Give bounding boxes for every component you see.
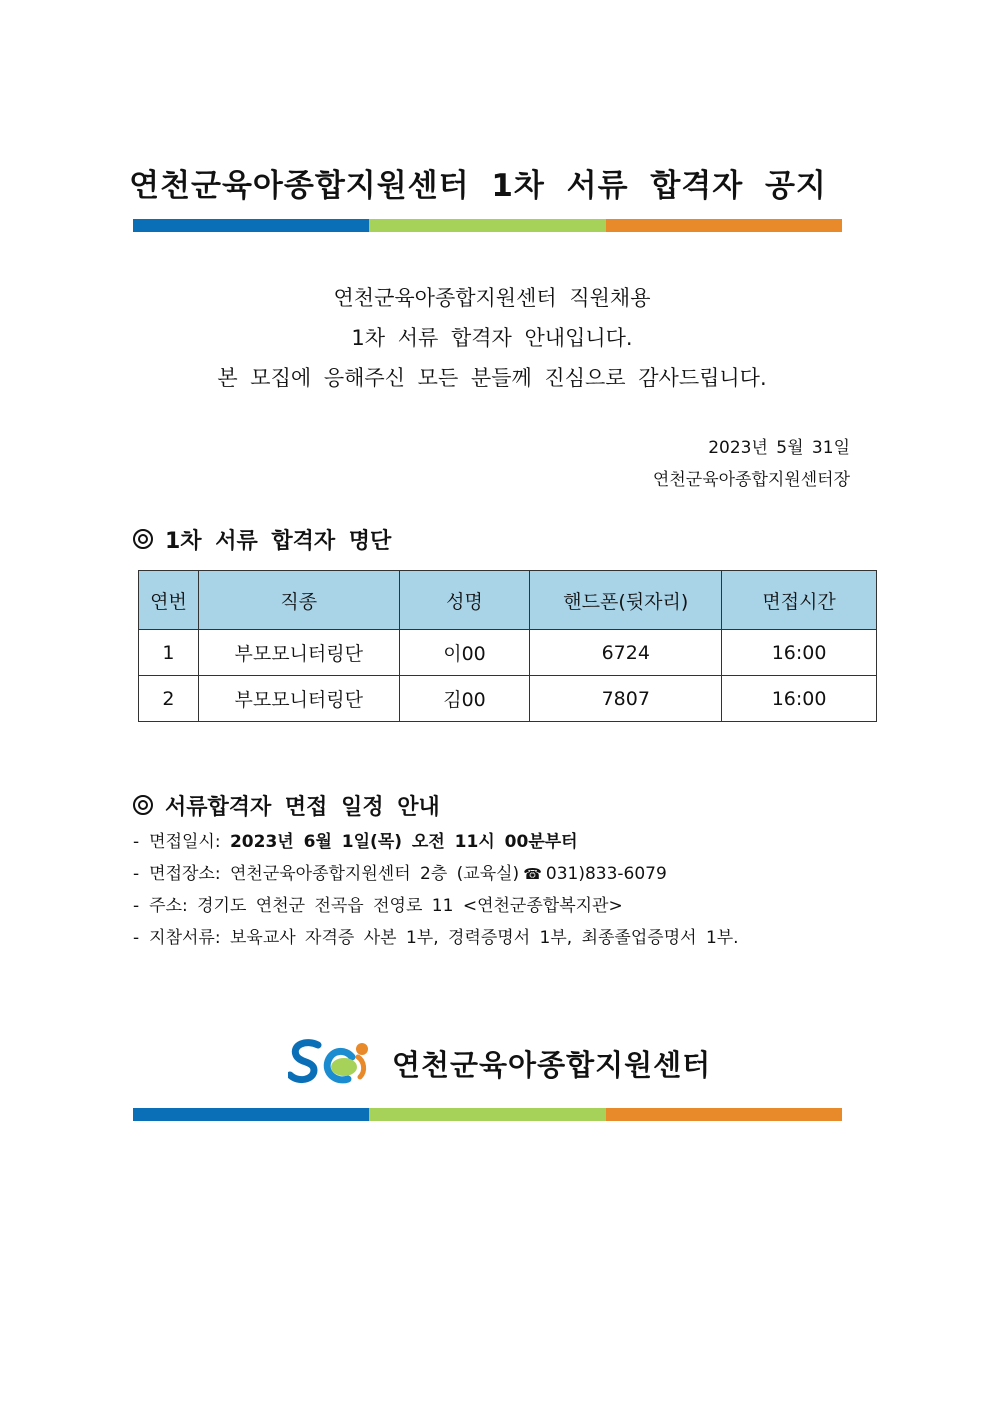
page-title: 연천군육아종합지원센터 1차 서류 합격자 공지	[129, 168, 827, 204]
list-item: - 면접장소: 연천군육아종합지원센터 2층 (교육실) ☎ 031)833-6079	[133, 864, 667, 884]
intro-line-1: 연천군육아종합지원센터 직원채용	[333, 286, 651, 310]
notice-issuer: 연천군육아종합지원센터장	[652, 470, 850, 490]
place-value: 연천군육아종합지원센터 2층 (교육실)	[229, 864, 520, 884]
column-header: 성명	[399, 571, 530, 630]
table-cell: 16:00	[722, 676, 877, 722]
list-item: - 주소: 경기도 연천군 전곡읍 전영로 11 <연천군종합복지관>	[133, 896, 623, 916]
bar-blue-segment	[133, 1108, 369, 1121]
table-row	[139, 630, 877, 676]
table-cell: 7807	[530, 676, 722, 722]
table-row	[139, 676, 877, 722]
roster-heading-text: 1차 서류 합격자 명단	[165, 529, 392, 554]
center-logo-icon	[288, 1037, 372, 1089]
double-circle-icon	[133, 529, 153, 549]
double-circle-icon	[133, 795, 153, 815]
top-color-bar	[133, 219, 842, 232]
table-cell: 부모모니터링단	[198, 676, 399, 722]
documents-label: 지참서류:	[149, 928, 221, 948]
phone-number: 031)833-6079	[545, 864, 667, 884]
bar-blue-segment	[133, 219, 369, 232]
table-header-row	[139, 571, 877, 630]
bar-orange-segment	[606, 1108, 842, 1121]
intro-line-2: 1차 서류 합격자 안내입니다.	[351, 326, 633, 350]
column-header: 연번	[139, 571, 199, 630]
column-header: 핸드폰(뒷자리)	[530, 571, 722, 630]
address-label: 주소:	[149, 896, 188, 916]
table-cell: 부모모니터링단	[198, 630, 399, 676]
date-value: 2023년 6월 1일(목) 오전 11시 00분부터	[229, 832, 578, 852]
telephone-icon: ☎	[523, 865, 542, 883]
bar-green-segment	[369, 1108, 605, 1121]
interview-heading-text: 서류합격자 면접 일정 안내	[165, 795, 440, 820]
list-item: - 지참서류: 보육교사 자격증 사본 1부, 경력증명서 1부, 최종졸업증명서 1부.	[133, 928, 739, 948]
table-cell: 16:00	[722, 630, 877, 676]
date-label: 면접일시:	[149, 832, 221, 852]
list-item: - 면접일시: 2023년 6월 1일(목) 오전 11시 00분부터	[133, 832, 578, 852]
table-cell: 김00	[399, 676, 530, 722]
interview-info-list	[133, 826, 739, 954]
address-value: 경기도 연천군 전곡읍 전영로 11 <연천군종합복지관>	[197, 896, 623, 916]
center-logo-text: 연천군육아종합지원센터	[392, 1048, 712, 1082]
column-header: 직종	[198, 571, 399, 630]
roster-section-heading	[133, 524, 391, 555]
table-cell: 6724	[530, 630, 722, 676]
notice-date: 2023년 5월 31일	[708, 438, 850, 458]
table-cell: 1	[139, 630, 199, 676]
place-label: 면접장소:	[149, 864, 221, 884]
column-header: 면접시간	[722, 571, 877, 630]
documents-value: 보육교사 자격증 사본 1부, 경력증명서 1부, 최종졸업증명서 1부.	[229, 928, 739, 948]
table-cell: 이00	[399, 630, 530, 676]
passer-roster-table	[138, 570, 877, 722]
bar-orange-segment	[606, 219, 842, 232]
bottom-color-bar	[133, 1108, 842, 1121]
interview-section-heading	[133, 790, 440, 821]
intro-line-3: 본 모집에 응해주신 모든 분들께 진심으로 감사드립니다.	[217, 366, 767, 390]
bar-green-segment	[369, 219, 605, 232]
table-cell: 2	[139, 676, 199, 722]
